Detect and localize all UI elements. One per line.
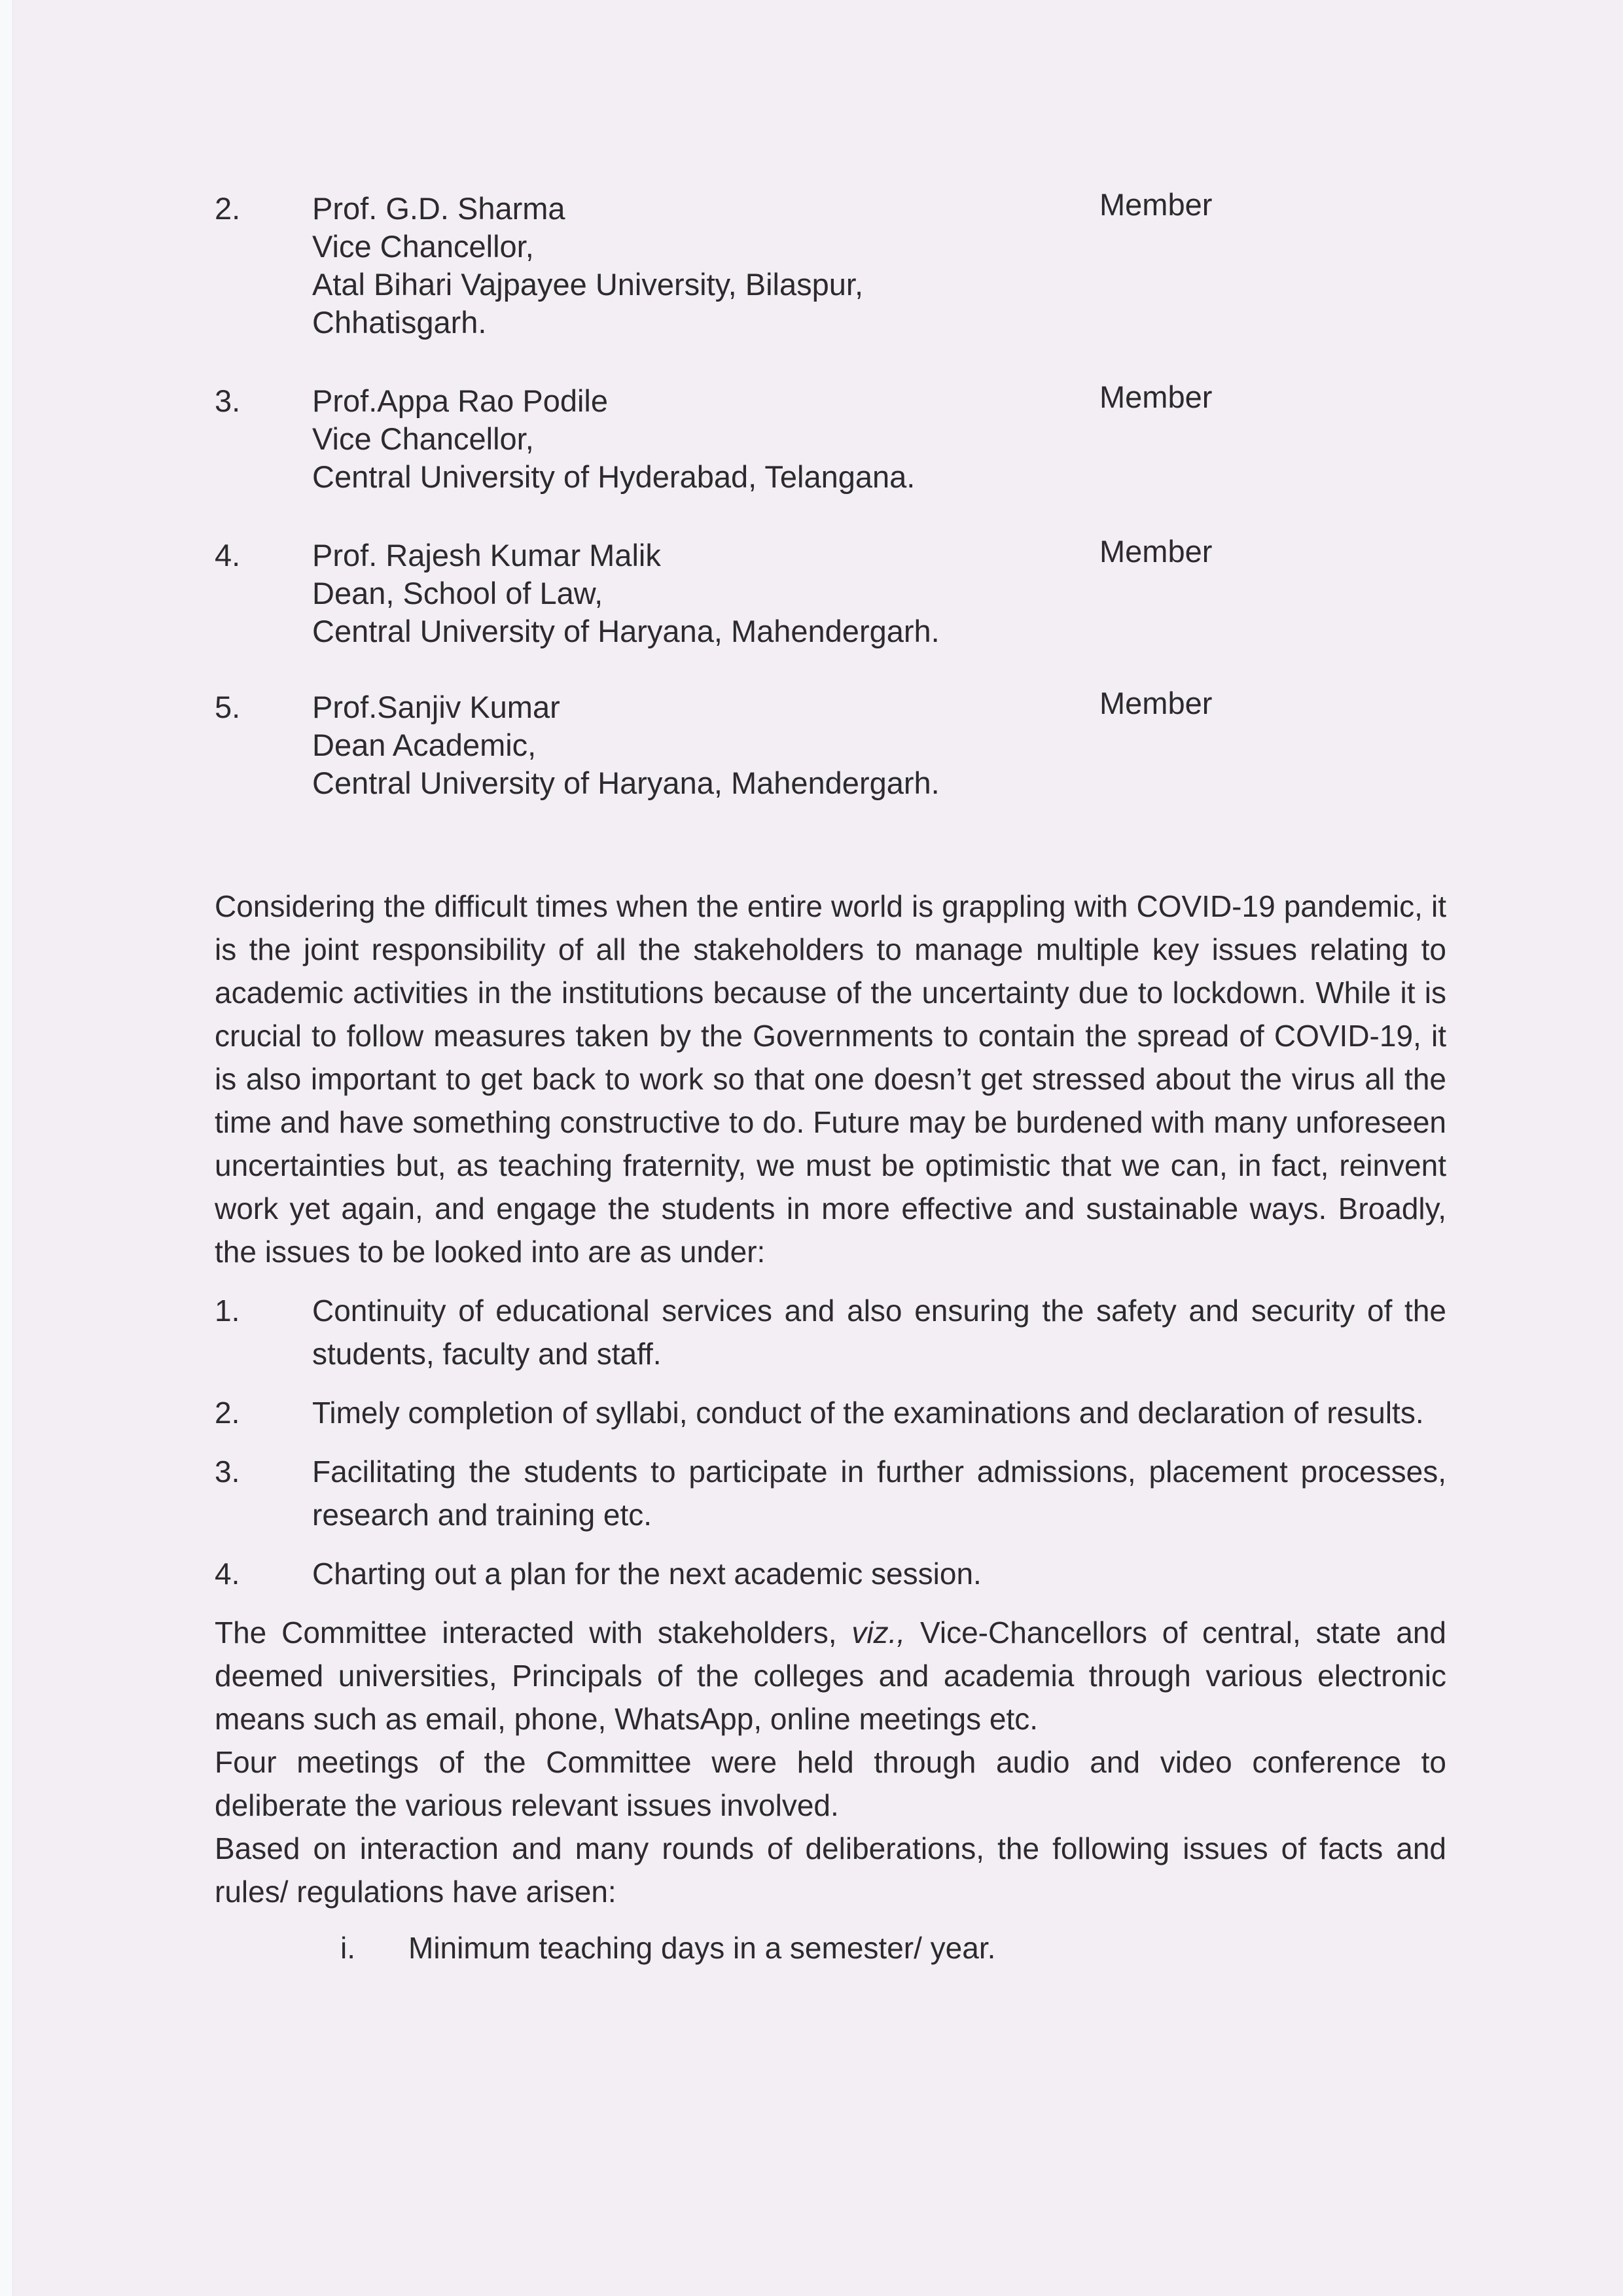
- member-entry: [215, 534, 1446, 650]
- committee-paragraph: [215, 1611, 1446, 1740]
- member-number: 3.: [215, 383, 241, 418]
- member-designation: Dean Academic,: [312, 728, 537, 762]
- meetings-paragraph: Four meetings of the Committee were held through audio and video conference to deliberate the various relevant issues involved.: [215, 1745, 1446, 1822]
- issue-text: Continuity of educational services and also ensuring the safety and security of the students, faculty and staff.: [312, 1294, 1446, 1371]
- issue-item: [215, 1289, 1446, 1375]
- member-entry: [215, 187, 1446, 342]
- issue-item: [215, 1391, 1446, 1434]
- issue-number: 3.: [215, 1455, 240, 1489]
- sub-issue-item: [215, 1926, 1446, 1969]
- committee-text-after: Vice-Chancellors of central, state and deemed universities, Principals of the colleges and academia through various electronic means such as email, phone, WhatsApp, online meetings etc.: [215, 1616, 1447, 1736]
- member-institution: Central University of Haryana, Mahendergarh.: [312, 766, 940, 800]
- member-name: Prof.Appa Rao Podile: [312, 383, 609, 418]
- issue-number: 2.: [215, 1396, 240, 1430]
- issue-text: Timely completion of syllabi, conduct of the examinations and declaration of results.: [312, 1396, 1424, 1430]
- issue-item: [215, 1552, 1446, 1595]
- member-designation: Dean, School of Law,: [312, 576, 603, 610]
- issue-number: 4.: [215, 1557, 240, 1591]
- deliberations-paragraph: Based on interaction and many rounds of deliberations, the following issues of facts and rules/ regulations have arisen:: [215, 1831, 1446, 1909]
- member-designation: Vice Chancellor,: [312, 229, 534, 264]
- sub-issue-text: Minimum teaching days in a semester/ year.: [408, 1931, 996, 1965]
- member-role: Member: [1099, 380, 1213, 414]
- committee-text-before: The Committee interacted with stakeholders,: [215, 1616, 852, 1650]
- member-role: Member: [1099, 187, 1213, 222]
- member-name: Prof. Rajesh Kumar Malik: [312, 538, 661, 573]
- issue-number: 1.: [215, 1294, 240, 1328]
- issue-text: Facilitating the students to participate in further admissions, placement processes, research and training etc.: [312, 1455, 1446, 1532]
- document-page: [215, 187, 1447, 1969]
- issue-text: Charting out a plan for the next academic session.: [312, 1557, 982, 1591]
- member-entry: [215, 382, 1446, 496]
- member-name: Prof.Sanjiv Kumar: [312, 690, 560, 724]
- member-number: 2.: [215, 191, 241, 226]
- committee-text-italic: viz.,: [851, 1616, 906, 1650]
- issues-list: [215, 1289, 1446, 1595]
- member-number: 4.: [215, 538, 241, 573]
- member-name: Prof. G.D. Sharma: [312, 191, 565, 226]
- member-role: Member: [1099, 534, 1213, 569]
- scan-edge: [0, 0, 13, 2296]
- intro-paragraph: Considering the difficult times when the entire world is grappling with COVID-19 pandemic, it is the joint responsibility of all the stakeholders to manage multiple key issues relating to academic activities in the institutions because of the uncertainty due to lockdown. While it is crucial to follow measures taken by the Governments to contain the spread of COVID-19, it is also important to get back to work so that one doesn’t get stressed about the virus all the time and have something constructive to do. Future may be burdened with many unforeseen uncertainties but, as teaching fraternity, we must be optimistic that we can, in fact, reinvent work yet again, and engage the students in more effective and sustainable ways. Broadly, the issues to be looked into are as under:: [215, 889, 1446, 1269]
- member-institution: Central University of Haryana, Mahendergarh.: [312, 614, 940, 648]
- member-role: Member: [1099, 686, 1213, 720]
- member-entry: [215, 688, 1446, 802]
- issue-item: [215, 1450, 1446, 1536]
- member-designation: Vice Chancellor,: [312, 421, 534, 456]
- sub-issue-number: i.: [340, 1931, 355, 1965]
- member-number: 5.: [215, 690, 241, 724]
- member-state: Chhatisgarh.: [312, 305, 487, 340]
- member-institution: Central University of Hyderabad, Telangana.: [312, 459, 916, 494]
- member-institution: Atal Bihari Vajpayee University, Bilaspur,: [312, 267, 864, 302]
